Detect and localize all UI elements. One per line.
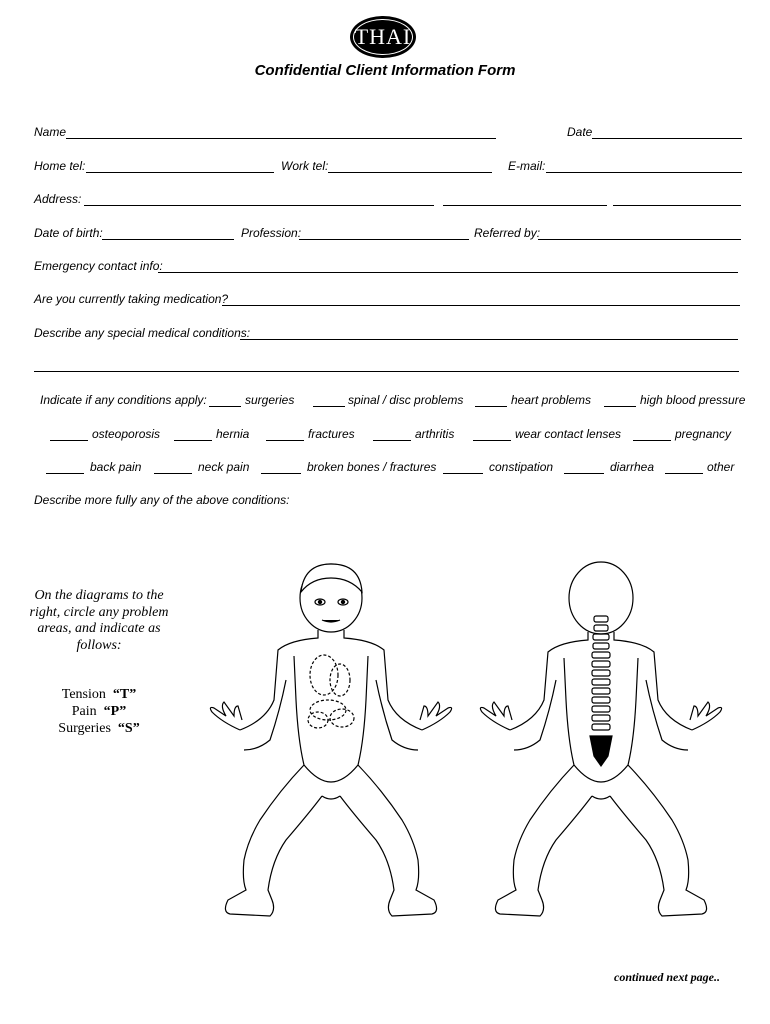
describe-conditions-label: Describe more fully any of the above conditions: xyxy=(34,493,290,507)
other-blank[interactable] xyxy=(665,460,703,474)
legend-word: Pain xyxy=(71,704,97,719)
fractures-blank[interactable] xyxy=(266,427,304,441)
left-shoulder-arm xyxy=(510,632,588,730)
back-pain-blank[interactable] xyxy=(46,460,84,474)
profession-field[interactable] xyxy=(299,226,469,240)
blood-pressure-label: high blood pressure xyxy=(640,393,746,407)
constipation-label: constipation xyxy=(489,460,554,474)
fractures-label: fractures xyxy=(308,427,355,441)
right-shoulder-arm xyxy=(344,630,422,730)
hernia-blank[interactable] xyxy=(174,427,212,441)
left-leg xyxy=(495,765,592,916)
left-leg xyxy=(225,765,322,916)
continued-note: continued next page.. xyxy=(614,970,721,984)
right-hand xyxy=(420,702,452,730)
email-field[interactable] xyxy=(546,159,742,173)
work-tel-label: Work tel: xyxy=(281,159,329,173)
blood-pressure-blank[interactable] xyxy=(604,393,636,407)
heart-label: heart problems xyxy=(511,393,592,407)
hernia-label: hernia xyxy=(216,427,250,441)
mouth xyxy=(322,620,340,622)
special-conditions-field[interactable] xyxy=(240,326,738,340)
back-body-diagram[interactable] xyxy=(470,560,740,930)
conditions-intro: Indicate if any conditions apply: xyxy=(40,393,207,407)
other-label: other xyxy=(707,460,735,474)
neck-pain-label: neck pain xyxy=(198,460,250,474)
diarrhea-label: diarrhea xyxy=(610,460,655,474)
left-shoulder-arm xyxy=(240,630,318,730)
legend-code: “P” xyxy=(103,704,127,719)
surgeries-blank[interactable] xyxy=(209,393,241,407)
logo-ring xyxy=(353,19,413,55)
right-hand xyxy=(690,702,722,730)
emergency-label: Emergency contact info: xyxy=(34,259,163,273)
address-label: Address: xyxy=(34,192,82,206)
home-tel-label: Home tel: xyxy=(34,159,86,173)
emergency-field[interactable] xyxy=(158,259,738,273)
date-label: Date xyxy=(567,125,593,139)
spine xyxy=(590,616,612,766)
diarrhea-blank[interactable] xyxy=(564,460,604,474)
special-conditions-label: Describe any special medical conditions: xyxy=(34,326,251,340)
legend-surgeries xyxy=(20,720,178,737)
medication-label: Are you currently taking medication? xyxy=(34,292,229,306)
right-leg xyxy=(610,765,707,916)
spinal-label: spinal / disc problems xyxy=(348,393,464,407)
profession-label: Profession: xyxy=(241,226,302,240)
date-field[interactable] xyxy=(592,125,742,139)
right-shoulder-arm xyxy=(614,632,692,730)
broken-bones-blank[interactable] xyxy=(261,460,301,474)
work-tel-field[interactable] xyxy=(328,159,492,173)
dob-field[interactable] xyxy=(102,226,234,240)
legend-word: Tension xyxy=(61,687,106,702)
arthritis-blank[interactable] xyxy=(373,427,411,441)
hair xyxy=(301,564,362,592)
address-field-1[interactable] xyxy=(84,192,434,206)
broken-bones-label: broken bones / fractures xyxy=(307,460,437,474)
name-field[interactable] xyxy=(66,125,496,139)
address-field-3[interactable] xyxy=(613,192,741,206)
legend xyxy=(20,686,178,737)
pregnancy-label: pregnancy xyxy=(675,427,732,441)
thai-logo xyxy=(350,16,416,58)
head-back-outline xyxy=(569,562,633,634)
front-body-diagram[interactable] xyxy=(200,560,470,930)
right-leg xyxy=(340,765,437,916)
osteoporosis-label: osteoporosis xyxy=(92,427,161,441)
legend-word: Surgeries xyxy=(58,721,111,736)
logo-text: THAI xyxy=(354,24,412,49)
contact-lenses-label: wear contact lenses xyxy=(515,427,622,441)
legend-tension xyxy=(20,686,178,703)
address-field-2[interactable] xyxy=(443,192,607,206)
referred-by-label: Referred by: xyxy=(474,226,541,240)
name-label: Name xyxy=(34,125,67,139)
surgeries-label: surgeries xyxy=(245,393,295,407)
back-pain-label: back pain xyxy=(90,460,142,474)
stomach-organ xyxy=(310,700,346,720)
diagram-instructions: On the diagrams to the right, circle any problem areas, and indicate as follows: xyxy=(29,588,169,653)
referred-by-field[interactable] xyxy=(538,226,741,240)
email-label: E-mail: xyxy=(508,159,546,173)
sacrum xyxy=(590,736,612,766)
dob-label: Date of birth: xyxy=(34,226,103,240)
spinal-blank[interactable] xyxy=(313,393,345,407)
heart-blank[interactable] xyxy=(475,393,507,407)
pregnancy-blank[interactable] xyxy=(633,427,671,441)
left-hand xyxy=(480,702,512,730)
home-tel-field[interactable] xyxy=(86,159,274,173)
legend-pain xyxy=(20,703,178,720)
heart-organ xyxy=(310,655,338,695)
constipation-blank[interactable] xyxy=(443,460,483,474)
legend-code: “T” xyxy=(112,687,137,702)
contact-lenses-blank[interactable] xyxy=(473,427,511,441)
form-title: Confidential Client Information Form xyxy=(254,62,516,79)
medication-field[interactable] xyxy=(222,292,740,306)
left-hand xyxy=(210,702,242,730)
legend-code: “S” xyxy=(117,721,140,736)
arthritis-label: arthritis xyxy=(415,427,455,441)
neck-pain-blank[interactable] xyxy=(154,460,192,474)
osteoporosis-blank[interactable] xyxy=(50,427,88,441)
special-conditions-field-2[interactable] xyxy=(34,358,739,372)
